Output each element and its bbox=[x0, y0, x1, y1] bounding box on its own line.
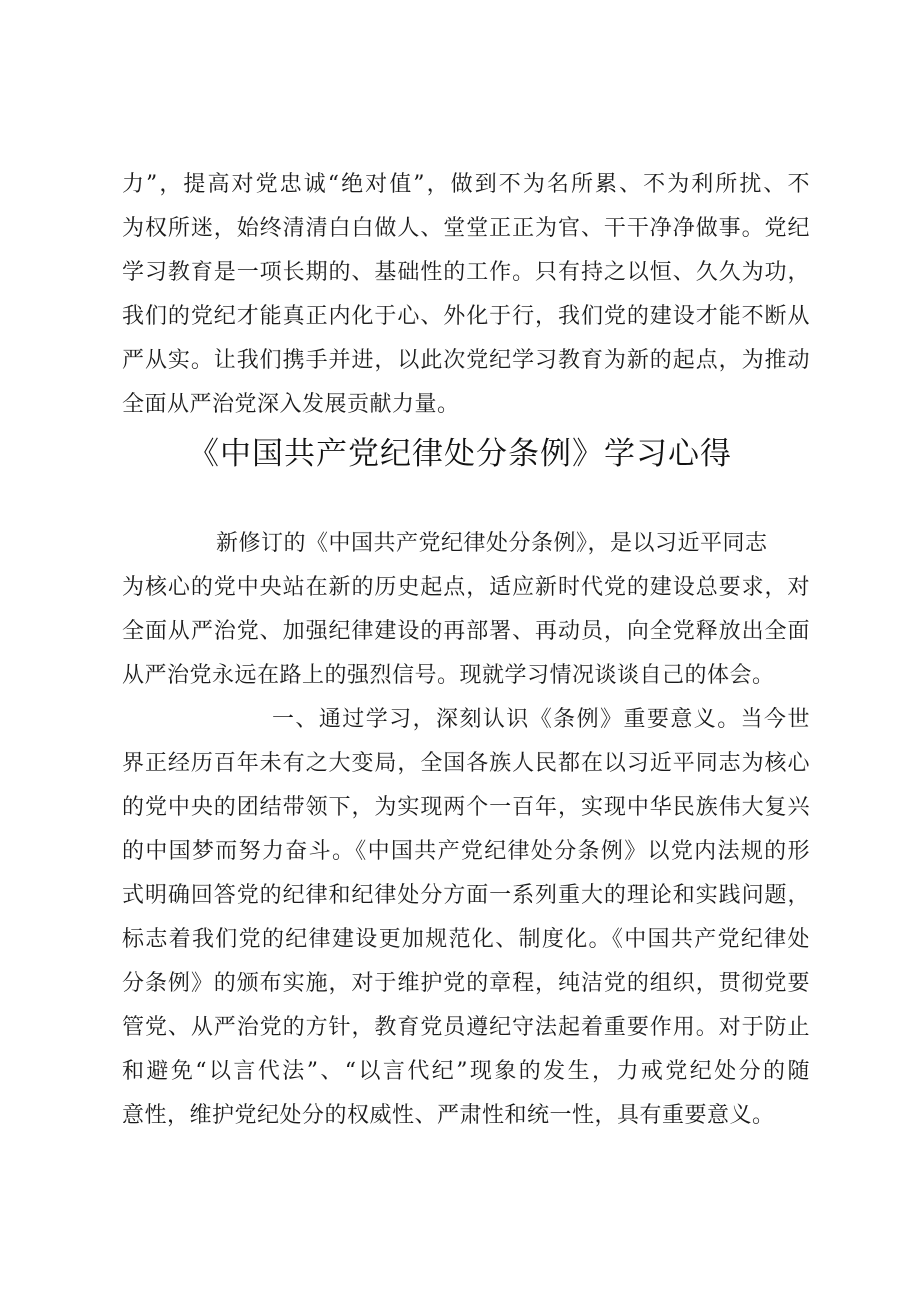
intro-line: 严从实。让我们携手并进，以此次党纪学习教育为新的起点，为推动 bbox=[122, 348, 810, 373]
paragraph-line: 全面从严治党、加强纪律建设的再部署、再动员，向全党释放出全面 bbox=[122, 619, 810, 644]
intro-line: 我们的党纪才能真正内化于心、外化于行，我们党的建设才能不断从 bbox=[122, 304, 810, 329]
paragraph-line: 从严治党永远在路上的强烈信号。现就学习情况谈谈自己的体会。 bbox=[122, 663, 775, 688]
paragraph-line: 标志着我们党的纪律建设更加规范化、制度化。《中国共产党纪律处 bbox=[122, 927, 810, 952]
intro-line: 力”，提高对党忠诚“绝对值”，做到不为名所累、不为利所扰、不 bbox=[122, 172, 810, 197]
document-title: 《中国共产党纪律处分条例》学习心得 bbox=[188, 436, 732, 472]
paragraph-line: 的党中央的团结带领下，为实现两个一百年，实现中华民族伟大复兴 bbox=[122, 795, 810, 820]
paragraph-line: 管党、从严治党的方针，教育党员遵纪守法起着重要作用。对于防止 bbox=[122, 1015, 810, 1040]
paragraph-line: 和避免“以言代法”、“以言代纪”现象的发生，力戒党纪处分的随 bbox=[122, 1059, 810, 1084]
paragraph-line: 意性，维护党纪处分的权威性、严肃性和统一性，具有重要意义。 bbox=[122, 1103, 775, 1128]
intro-line: 全面从严治党深入发展贡献力量。 bbox=[122, 392, 460, 417]
paragraph-line: 界正经历百年未有之大变局，全国各族人民都在以习近平同志为核心 bbox=[122, 751, 810, 776]
intro-line: 为权所迷，始终清清白白做人、堂堂正正为官、干干净净做事。党纪 bbox=[122, 216, 810, 241]
paragraph-line: 式明确回答党的纪律和纪律处分方面一系列重大的理论和实践问题， bbox=[122, 883, 810, 908]
paragraph-line: 一、通过学习，深刻认识《条例》重要意义。当今世 bbox=[272, 707, 810, 732]
paragraph-line: 为核心的党中央站在新的历史起点，适应新时代党的建设总要求，对 bbox=[122, 575, 810, 600]
paragraph-line: 分条例》的颁布实施，对于维护党的章程，纯洁党的组织，贯彻党要 bbox=[122, 971, 810, 996]
intro-line: 学习教育是一项长期的、基础性的工作。只有持之以恒、久久为功， bbox=[122, 260, 810, 285]
paragraph-line: 的中国梦而努力奋斗。《中国共产党纪律处分条例》以党内法规的形 bbox=[122, 839, 810, 864]
paragraph-line: 新修订的《中国共产党纪律处分条例》，是以习近平同志 bbox=[216, 531, 768, 556]
